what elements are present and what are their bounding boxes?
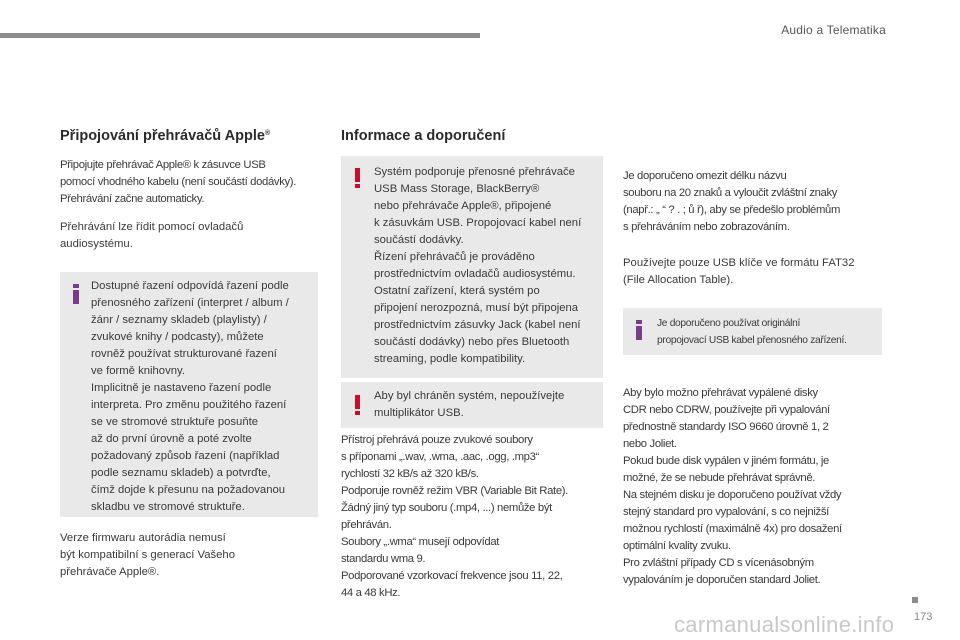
text-line: žánr / seznamy skladeb (playlisty) /	[91, 314, 267, 326]
text-line: prostřednictvím zásuvky Jack (kabel není	[374, 319, 581, 331]
warning-icon	[355, 168, 360, 188]
text-line: Podporuje rovněž režim VBR (Variable Bit Rate).	[341, 485, 568, 497]
text-line: až do první úrovně a poté zvolte	[91, 433, 252, 445]
text-line: přehráván.	[341, 519, 392, 531]
text-line: přehrávače Apple®.	[60, 566, 160, 578]
left-paragraph-3	[60, 530, 235, 581]
text-line: Řízení přehrávačů je prováděno	[374, 251, 535, 263]
text-line: 44 a 48 kHz.	[341, 587, 401, 599]
text-line: standardu wma 9.	[341, 553, 426, 565]
middle-warning-text-1	[374, 164, 581, 368]
text-line: rovněž používat strukturované řazení	[91, 348, 277, 360]
text-line: Přístroj přehrává pouze zvukové soubory	[341, 434, 533, 446]
text-line: stejný standard pro vypalování, s co nejnižší	[623, 506, 829, 518]
text-line: ve formě knihovny.	[91, 365, 185, 377]
middle-paragraph-1	[341, 432, 568, 602]
right-paragraph-1	[623, 168, 840, 236]
text-line: připojení nerozpozná, musí být připojena	[374, 302, 579, 314]
text-line: k zásuvkám USB. Propojovací kabel není	[374, 217, 582, 229]
text-line: Na stejném disku je doporučeno používat vždy	[623, 489, 842, 501]
info-icon	[73, 284, 79, 304]
text-line: přednostně standardy ISO 9660 úrovně 1, 2	[623, 421, 829, 433]
text-line: Verze firmwaru autorádia nemusí	[60, 532, 226, 544]
text-line: Systém podporuje přenosné přehrávače	[374, 166, 575, 178]
text-line: Soubory „.wma“ musejí odpovídat	[341, 536, 500, 548]
text-line: Přehrávání začne automaticky.	[60, 193, 205, 205]
text-line: interpreta. Pro změnu použitého řazení	[91, 399, 287, 411]
warning-icon	[355, 395, 360, 415]
right-info-text	[657, 315, 847, 349]
left-paragraph-2	[60, 219, 243, 253]
text-line: nebo Joliet.	[623, 438, 677, 450]
right-info-box	[623, 308, 882, 355]
middle-heading: Informace a doporučení	[341, 128, 506, 144]
text-line: se ve stromové struktuře posuňte	[91, 416, 259, 428]
text-line: rychlostí 32 kB/s až 320 kB/s.	[341, 468, 479, 480]
left-paragraph-1	[60, 157, 296, 208]
text-line: Je doporučeno omezit délku názvu	[623, 170, 787, 182]
text-line: Ostatní zařízení, která systém po	[374, 285, 540, 297]
text-line: Podporované vzorkovací frekvence jsou 11, 22,	[341, 570, 563, 582]
watermark: carmanualsonline.info	[674, 612, 895, 637]
text-line: Používejte pouze USB klíče ve formátu FAT32	[623, 257, 855, 269]
middle-warning-box-1	[341, 156, 603, 378]
info-icon	[636, 320, 642, 340]
text-line: podle seznamu skladeb) a potvrďte,	[91, 467, 271, 479]
text-line: CDR nebo CDRW, používejte při vypalování	[623, 404, 830, 416]
text-line: součástí dodávky) nebo přes Bluetooth	[374, 336, 570, 348]
left-heading: Připojování přehrávačů Apple®	[60, 128, 271, 144]
text-line: být kompatibilní s generací Vašeho	[60, 549, 235, 561]
text-line: s příponami „.wav, .wma, .aac, .ogg, .mp3“	[341, 451, 539, 463]
text-line: audiosystému.	[60, 238, 133, 250]
text-line: možné, že se nebude přehrávat správně.	[623, 472, 816, 484]
text-line: zvukové knihy / podcasty), můžete	[91, 331, 264, 343]
text-line: Aby byl chráněn systém, nepoužívejte	[374, 390, 565, 402]
text-line: vypalováním je doporučen standard Joliet.	[623, 574, 821, 586]
header-bar	[0, 33, 480, 38]
left-info-text	[91, 278, 289, 516]
text-line: optimální kvality zvuku.	[623, 540, 731, 552]
middle-warning-box-2	[341, 382, 603, 428]
middle-warning-text-2	[374, 388, 564, 422]
text-line: nebo přehrávače Apple®, připojené	[374, 200, 552, 212]
text-line: souboru na 20 znaků a vyloučit zvláštní znaky	[623, 187, 838, 199]
text-line: Připojujte přehrávač Apple® k zásuvce USB	[60, 159, 266, 171]
right-paragraph-2	[623, 255, 855, 289]
text-line: součástí dodávky.	[374, 234, 464, 246]
text-line: USB Mass Storage, BlackBerry®	[374, 183, 540, 195]
text-line: Implicitně je nastaveno řazení podle	[91, 382, 272, 394]
text-line: (např.: „ “ ? . ; ů ř), aby se předešlo problémům	[623, 204, 841, 216]
text-line: Přehrávání lze řídit pomocí ovladačů	[60, 221, 244, 233]
text-line: Je doporučeno používat originální	[657, 318, 801, 329]
text-line: možnou rychlostí (maximálně 4x) pro dosažení	[623, 523, 842, 535]
text-line: pomocí vhodného kabelu (není součástí dodávky).	[60, 176, 297, 188]
text-line: s přehráváním nebo zobrazováním.	[623, 221, 790, 233]
page-number: 173	[914, 611, 933, 623]
end-marker	[912, 597, 918, 603]
text-line: skladbu ve stromové struktuře.	[91, 501, 245, 513]
text-line: Pokud bude disk vypálen v jiném formátu, je	[623, 455, 829, 467]
section-title: Audio a Telematika	[781, 23, 886, 37]
text-line: (File Allocation Table).	[623, 274, 734, 286]
text-line: prostřednictvím ovladačů audiosystému.	[374, 268, 576, 280]
text-line: požadovaný způsob řazení (například	[91, 450, 280, 462]
left-info-box	[60, 272, 318, 517]
text-line: propojovací USB kabel přenosného zařízení.	[657, 335, 847, 346]
text-line: přenosného zařízení (interpret / album /	[91, 297, 289, 309]
text-line: Dostupné řazení odpovídá řazení podle	[91, 280, 289, 292]
text-line: čímž dojde k přesunu na požadovanou	[91, 484, 286, 496]
text-line: streaming, podle kompatibility.	[374, 353, 526, 365]
text-line: Aby bylo možno přehrávat vypálené disky	[623, 387, 818, 399]
right-paragraph-3	[623, 385, 842, 589]
text-line: Žádný jiný typ souboru (.mp4, ...) nemůže být	[341, 502, 552, 514]
text-line: multiplikátor USB.	[374, 407, 464, 419]
text-line: Pro zvláštní případy CD s vícenásobným	[623, 557, 814, 569]
